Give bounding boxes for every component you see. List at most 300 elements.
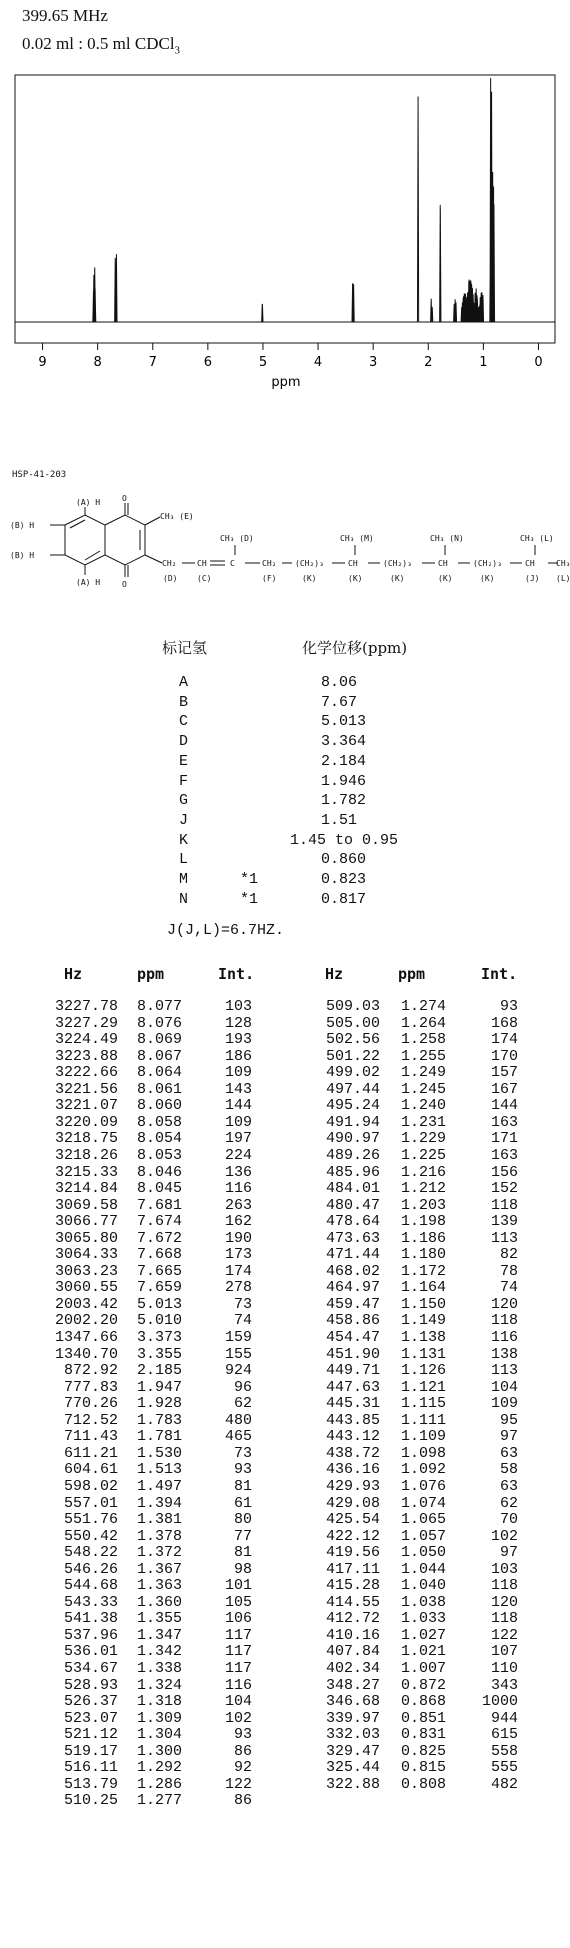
peak-int: 93 — [233, 1461, 252, 1479]
peak-int: 70 — [499, 1511, 518, 1529]
peak-ppm: 1.138 — [400, 1329, 446, 1346]
peak-int: 156 — [490, 1163, 518, 1181]
peak-ppm: 8.064 — [136, 1064, 182, 1082]
peak-ppm: 8.067 — [136, 1047, 182, 1065]
peak-int: 104 — [224, 1693, 252, 1711]
peak-ppm: 1.040 — [400, 1577, 446, 1595]
peak-ppm: 1.065 — [400, 1511, 446, 1529]
x-tick-label: 1 — [479, 355, 488, 370]
peak-row-right — [0, 1561, 570, 1578]
assignment-shift: 7.67 — [321, 693, 358, 711]
peak-ppm: 1.258 — [400, 1031, 446, 1049]
peak-hz: 3069.58 — [54, 1196, 118, 1214]
peak-hz: 544.68 — [63, 1577, 118, 1595]
peak-row-right — [0, 1577, 570, 1594]
peak-hz: 2003.42 — [54, 1295, 118, 1313]
assignment-row — [0, 713, 570, 733]
x-tick-label: 6 — [203, 355, 212, 370]
peak-hz: 537.96 — [63, 1626, 118, 1644]
peak-ppm: 8.069 — [136, 1031, 182, 1049]
peak-ppm: 8.058 — [136, 1113, 182, 1131]
peak-ppm: 3.373 — [136, 1329, 182, 1346]
peak-int: 482 — [490, 1775, 518, 1793]
peak-int: 96 — [233, 1378, 252, 1396]
peak-hz: 2002.20 — [54, 1312, 118, 1330]
peak-int: 93 — [233, 1726, 252, 1744]
peak-int: 63 — [499, 1477, 518, 1495]
peak-int: 77 — [233, 1527, 252, 1545]
peak-int: 171 — [490, 1130, 518, 1148]
peak-hz: 526.37 — [63, 1693, 118, 1711]
peak-ppm: 0.808 — [400, 1775, 446, 1793]
peak-ppm: 5.010 — [136, 1312, 182, 1330]
peak-int: 93 — [499, 998, 518, 1015]
chain-ch: CH — [197, 559, 207, 568]
peak-ppm: 1.324 — [136, 1676, 182, 1694]
peak-hz: 484.01 — [325, 1180, 380, 1198]
peak-row-right — [0, 1660, 570, 1677]
header-int-left: Int. — [218, 965, 255, 983]
peak-int: 555 — [490, 1759, 518, 1777]
peak-int: 343 — [490, 1676, 518, 1694]
assignment-shift: 0.817 — [321, 890, 367, 908]
peak-int: 103 — [224, 998, 252, 1015]
peak-hz: 497.44 — [325, 1080, 380, 1098]
assignment-shift: 2.184 — [321, 752, 367, 770]
peak-ppm: 1.186 — [400, 1229, 446, 1247]
peak-row-right — [0, 1312, 570, 1329]
peak-row-right — [0, 1263, 570, 1280]
col-shift-header: 化学位移(ppm) — [302, 639, 408, 657]
peak-hz: 534.67 — [63, 1660, 118, 1677]
peak-hz: 471.44 — [325, 1246, 380, 1264]
peak-hz: 611.21 — [63, 1444, 118, 1462]
peak-int: 263 — [224, 1196, 252, 1214]
peak-row-right — [0, 1114, 570, 1131]
header-ppm-right: ppm — [398, 965, 426, 983]
label-ch3-n: CH₃ (N) — [430, 534, 464, 543]
peak-ppm: 0.851 — [400, 1709, 446, 1727]
peak-int: 143 — [224, 1080, 252, 1098]
peak-ppm: 8.077 — [136, 998, 182, 1015]
pos-d: (D) — [163, 574, 178, 583]
peak-ppm: 1.126 — [400, 1362, 446, 1380]
peak-int: 73 — [233, 1444, 252, 1462]
peak-ppm: 1.007 — [400, 1660, 446, 1677]
assignment-row — [0, 812, 570, 832]
assignment-label: M — [179, 871, 189, 888]
peak-hz: 3060.55 — [54, 1279, 118, 1297]
peak-hz: 348.27 — [325, 1676, 380, 1694]
peak-row-right — [0, 1362, 570, 1379]
peak-ppm: 1.050 — [400, 1544, 446, 1562]
peak-ppm: 1.164 — [400, 1279, 446, 1297]
peak-ppm: 1.249 — [400, 1064, 446, 1082]
peak-hz: 3223.88 — [54, 1047, 118, 1065]
peak-int: 163 — [490, 1113, 518, 1131]
peak-hz: 459.47 — [325, 1295, 380, 1313]
peak-int: 168 — [490, 1014, 518, 1032]
peak-hz: 1347.66 — [54, 1329, 118, 1346]
pos-k3: (K) — [390, 574, 405, 583]
peak-int: 81 — [233, 1544, 252, 1562]
peak-hz: 3065.80 — [54, 1229, 118, 1247]
assignment-label: G — [179, 792, 189, 810]
quinone-ring — [105, 515, 145, 565]
pos-j: (J) — [525, 574, 540, 583]
peak-hz: 770.26 — [63, 1395, 118, 1413]
chain-ch3-end: CH₃ — [556, 559, 570, 568]
peak-ppm: 5.013 — [136, 1295, 182, 1313]
peak-ppm: 7.681 — [136, 1196, 182, 1214]
peak-row-right — [0, 1445, 570, 1462]
peak-hz: 501.22 — [325, 1047, 380, 1065]
peak-row-right — [0, 1164, 570, 1181]
peak-hz: 598.02 — [63, 1477, 118, 1495]
peak-int: 159 — [224, 1329, 252, 1346]
peak-int: 480 — [224, 1411, 252, 1429]
peak-ppm: 1.150 — [400, 1295, 446, 1313]
peak-hz: 872.92 — [63, 1362, 118, 1380]
peak-ppm: 1.378 — [136, 1527, 182, 1545]
spectrum-trace — [15, 78, 555, 322]
label-ch3-m: CH₃ (M) — [340, 534, 374, 543]
peak-ppm: 8.045 — [136, 1180, 182, 1198]
peak-hz: 443.85 — [325, 1411, 380, 1429]
x-tick-label: 9 — [38, 355, 47, 370]
peak-row-right — [0, 1395, 570, 1412]
peak-ppm: 1.044 — [400, 1560, 446, 1578]
peak-ppm: 1.131 — [400, 1345, 446, 1363]
peak-hz: 3214.84 — [54, 1180, 118, 1198]
peak-ppm: 1.394 — [136, 1494, 182, 1512]
peak-row-right — [0, 1064, 570, 1081]
x-tick-label: 0 — [534, 355, 543, 370]
peak-hz: 536.01 — [63, 1643, 118, 1661]
peak-ppm: 1.021 — [400, 1643, 446, 1661]
peak-ppm: 1.172 — [400, 1262, 446, 1280]
peak-hz: 478.64 — [325, 1213, 380, 1231]
peak-int: 465 — [224, 1428, 252, 1446]
assignment-label: N — [179, 890, 189, 908]
peak-hz: 711.43 — [63, 1428, 118, 1446]
peak-row-right — [0, 1048, 570, 1065]
peak-hz: 510.25 — [63, 1792, 118, 1810]
peak-int: 136 — [224, 1163, 252, 1181]
label-ah-top: (A) H — [76, 498, 101, 507]
peak-int: 144 — [490, 1097, 518, 1115]
peak-int: 113 — [490, 1229, 518, 1247]
peak-ppm: 0.825 — [400, 1742, 446, 1760]
label-oxygen-bottom: O — [122, 580, 127, 589]
peak-ppm: 1.530 — [136, 1444, 182, 1462]
peak-row-right — [0, 1197, 570, 1214]
peak-int: 86 — [233, 1792, 252, 1810]
peak-hz: 1340.70 — [54, 1345, 118, 1363]
peak-hz: 505.00 — [325, 1014, 380, 1032]
peak-int: 157 — [490, 1064, 518, 1082]
peak-hz: 438.72 — [325, 1444, 380, 1462]
peak-ppm: 1.231 — [400, 1113, 446, 1131]
peak-hz: 3227.78 — [54, 998, 118, 1015]
peak-hz: 3224.49 — [54, 1031, 118, 1049]
peak-ppm: 1.381 — [136, 1511, 182, 1529]
peak-row-right — [0, 1097, 570, 1114]
peak-int: 107 — [490, 1643, 518, 1661]
peak-ppm: 1.497 — [136, 1477, 182, 1495]
peak-int: 224 — [224, 1146, 252, 1164]
peak-hz: 3221.07 — [54, 1097, 118, 1115]
peak-int: 105 — [224, 1593, 252, 1611]
assignment-row — [0, 733, 570, 753]
peak-ppm: 1.513 — [136, 1461, 182, 1479]
peak-ppm: 1.342 — [136, 1643, 182, 1661]
peak-int: 190 — [224, 1229, 252, 1247]
assignment-label: F — [179, 772, 189, 790]
coupling-constant: J(J,L)=6.7HZ. — [167, 922, 285, 939]
peak-hz: 325.44 — [325, 1759, 380, 1777]
peak-row-right — [0, 1528, 570, 1545]
pos-k4: (K) — [438, 574, 453, 583]
peak-ppm: 1.309 — [136, 1709, 182, 1727]
peak-int: 86 — [233, 1742, 252, 1760]
peak-hz: 445.31 — [325, 1395, 380, 1413]
peak-int: 120 — [490, 1593, 518, 1611]
chain-ch-n: CH — [438, 559, 448, 568]
peak-ppm: 1.216 — [400, 1163, 446, 1181]
label-ch3-l: CH₃ (L) — [520, 534, 554, 543]
peak-ppm: 2.185 — [136, 1362, 182, 1380]
peak-ppm: 1.074 — [400, 1494, 446, 1512]
peak-hz: 528.93 — [63, 1676, 118, 1694]
peak-hz: 509.03 — [325, 998, 380, 1015]
peak-hz: 3218.26 — [54, 1146, 118, 1164]
header-hz-right: Hz — [325, 965, 344, 983]
peak-ppm: 8.076 — [136, 1014, 182, 1032]
peak-ppm: 1.304 — [136, 1726, 182, 1744]
peak-hz: 551.76 — [63, 1511, 118, 1529]
peak-row-right — [0, 1643, 570, 1660]
peak-int: 118 — [490, 1196, 518, 1214]
peak-ppm: 1.338 — [136, 1660, 182, 1677]
peak-hz: 3066.77 — [54, 1213, 118, 1231]
peak-ppm: 0.872 — [400, 1676, 446, 1694]
peak-row-right — [0, 1511, 570, 1528]
peak-row-right — [0, 1130, 570, 1147]
peak-hz: 3220.09 — [54, 1113, 118, 1131]
peak-int: 162 — [224, 1213, 252, 1231]
peak-ppm: 1.286 — [136, 1775, 182, 1793]
peak-ppm: 1.180 — [400, 1246, 446, 1264]
chain-ch2-3c: (CH₂)₃ — [473, 559, 502, 568]
chain-ch2-3a: (CH₂)₃ — [295, 559, 324, 568]
peak-ppm: 8.046 — [136, 1163, 182, 1181]
peak-ppm: 1.198 — [400, 1213, 446, 1231]
peak-row-right — [0, 1230, 570, 1247]
peak-ppm: 1.781 — [136, 1428, 182, 1446]
peak-hz: 485.96 — [325, 1163, 380, 1181]
peak-ppm: 8.054 — [136, 1130, 182, 1148]
peak-row-right — [0, 1776, 570, 1793]
peak-int: 63 — [499, 1444, 518, 1462]
peak-hz: 3227.29 — [54, 1014, 118, 1032]
peak-int: 102 — [490, 1527, 518, 1545]
assignment-row — [0, 851, 570, 871]
peak-row-right — [0, 1379, 570, 1396]
peak-ppm: 1.783 — [136, 1411, 182, 1429]
label-oxygen-top: O — [122, 495, 127, 503]
peak-ppm: 1.057 — [400, 1527, 446, 1545]
peak-hz: 468.02 — [325, 1262, 380, 1280]
peak-hz: 414.55 — [325, 1593, 380, 1611]
header-ppm-left: ppm — [137, 965, 165, 983]
peak-hz: 516.11 — [63, 1759, 118, 1777]
peak-row-right — [0, 1495, 570, 1512]
peak-row-right — [0, 1627, 570, 1644]
peak-hz: 339.97 — [325, 1709, 380, 1727]
peak-hz: 3063.23 — [54, 1262, 118, 1280]
peak-row-right — [0, 1743, 570, 1760]
assignment-row — [0, 832, 570, 852]
assignment-row — [0, 891, 570, 911]
assignment-shift: 3.364 — [321, 733, 367, 751]
assignment-shift: 0.823 — [321, 871, 367, 888]
peak-hz: 550.42 — [63, 1527, 118, 1545]
peak-row-right — [0, 1015, 570, 1032]
peak-ppm: 1.149 — [400, 1312, 446, 1330]
label-ch3-e: CH₃ (E) — [160, 512, 194, 521]
peak-int: 92 — [233, 1759, 252, 1777]
peak-ppm: 1.318 — [136, 1693, 182, 1711]
peak-hz: 429.93 — [325, 1477, 380, 1495]
assignment-label: D — [179, 733, 189, 751]
peak-hz: 548.22 — [63, 1544, 118, 1562]
peak-int: 118 — [490, 1577, 518, 1595]
peak-int: 61 — [233, 1494, 252, 1512]
peak-int: 152 — [490, 1180, 518, 1198]
peak-ppm: 7.674 — [136, 1213, 182, 1231]
assignment-row — [0, 792, 570, 812]
peak-hz: 777.83 — [63, 1378, 118, 1396]
peak-int: 139 — [490, 1213, 518, 1231]
peak-ppm: 1.360 — [136, 1593, 182, 1611]
peak-ppm: 1.245 — [400, 1080, 446, 1098]
col-label-header: 标记氢 — [162, 639, 208, 657]
peak-ppm: 1.109 — [400, 1428, 446, 1446]
peak-row-right — [0, 1279, 570, 1296]
peak-ppm: 1.038 — [400, 1593, 446, 1611]
peak-hz: 407.84 — [325, 1643, 380, 1661]
peak-hz: 543.33 — [63, 1593, 118, 1611]
peak-int: 174 — [224, 1262, 252, 1280]
x-axis-label: ppm — [271, 375, 301, 390]
peak-row-right — [0, 1693, 570, 1710]
peak-ppm: 3.355 — [136, 1345, 182, 1363]
peak-int: 117 — [224, 1626, 252, 1644]
peak-ppm: 8.053 — [136, 1146, 182, 1164]
peak-ppm: 1.928 — [136, 1395, 182, 1413]
peak-ppm: 8.060 — [136, 1097, 182, 1115]
peak-hz: 419.56 — [325, 1544, 380, 1562]
peak-hz: 523.07 — [63, 1709, 118, 1727]
peak-hz: 3215.33 — [54, 1163, 118, 1181]
x-tick-label: 7 — [148, 355, 157, 370]
peak-int: 278 — [224, 1279, 252, 1297]
peak-row-right — [0, 1412, 570, 1429]
assignment-shift: 1.782 — [321, 792, 367, 810]
peak-int: 173 — [224, 1246, 252, 1264]
peak-hz: 454.47 — [325, 1329, 380, 1346]
peak-hz: 415.28 — [325, 1577, 380, 1595]
assignment-note: *1 — [240, 890, 259, 908]
peak-ppm: 7.668 — [136, 1246, 182, 1264]
peak-int: 78 — [499, 1262, 518, 1280]
peak-ppm: 1.033 — [400, 1610, 446, 1628]
peak-hz: 3221.56 — [54, 1080, 118, 1098]
peak-ppm: 1.264 — [400, 1014, 446, 1032]
peak-ppm: 1.092 — [400, 1461, 446, 1479]
peak-int: 197 — [224, 1130, 252, 1148]
peak-int: 109 — [224, 1064, 252, 1082]
peak-ppm: 0.831 — [400, 1726, 446, 1744]
sample-ratio: 0.02 ml : 0.5 ml CDCl — [22, 34, 175, 53]
peak-row-right — [0, 1296, 570, 1313]
peak-ppm: 1.027 — [400, 1626, 446, 1644]
peak-row-right — [0, 1346, 570, 1363]
peak-int: 558 — [490, 1742, 518, 1760]
pos-k2: (K) — [348, 574, 363, 583]
peak-ppm: 0.815 — [400, 1759, 446, 1777]
peak-int: 113 — [490, 1362, 518, 1380]
peak-ppm: 1.115 — [400, 1395, 446, 1413]
spectrometer-frequency: 399.65 MHz — [22, 6, 108, 25]
peak-int: 101 — [224, 1577, 252, 1595]
peak-ppm: 1.111 — [400, 1411, 446, 1429]
peak-ppm: 7.672 — [136, 1229, 182, 1247]
peak-row-right — [0, 1726, 570, 1743]
peak-ppm: 1.255 — [400, 1047, 446, 1065]
x-tick-label: 8 — [93, 355, 102, 370]
peak-hz: 417.11 — [325, 1560, 380, 1578]
peak-row-left — [0, 1792, 570, 1809]
peak-row-right — [0, 1759, 570, 1776]
assignment-shift: 8.06 — [321, 674, 358, 691]
peak-ppm: 1.277 — [136, 1792, 182, 1810]
sample-subscript: 3 — [174, 44, 181, 57]
peak-int: 97 — [499, 1428, 518, 1446]
peak-int: 138 — [490, 1345, 518, 1363]
peak-row-right — [0, 1081, 570, 1098]
assignment-label: J — [179, 811, 189, 829]
peak-ppm: 1.363 — [136, 1577, 182, 1595]
peak-ppm: 1.292 — [136, 1759, 182, 1777]
peak-int: 122 — [224, 1775, 252, 1793]
peak-row-right — [0, 998, 570, 1015]
peak-row-right — [0, 1461, 570, 1478]
peak-ppm: 1.355 — [136, 1610, 182, 1628]
peak-int: 62 — [233, 1395, 252, 1413]
peak-hz: 491.94 — [325, 1113, 380, 1131]
peak-int: 944 — [490, 1709, 518, 1727]
pos-k5: (K) — [480, 574, 495, 583]
peak-int: 128 — [224, 1014, 252, 1032]
peak-hz: 473.63 — [325, 1229, 380, 1247]
peak-hz: 410.16 — [325, 1626, 380, 1644]
peak-hz: 3218.75 — [54, 1130, 118, 1148]
header-hz-left: Hz — [64, 965, 83, 983]
peak-row-right — [0, 1246, 570, 1263]
peak-hz: 346.68 — [325, 1693, 380, 1711]
